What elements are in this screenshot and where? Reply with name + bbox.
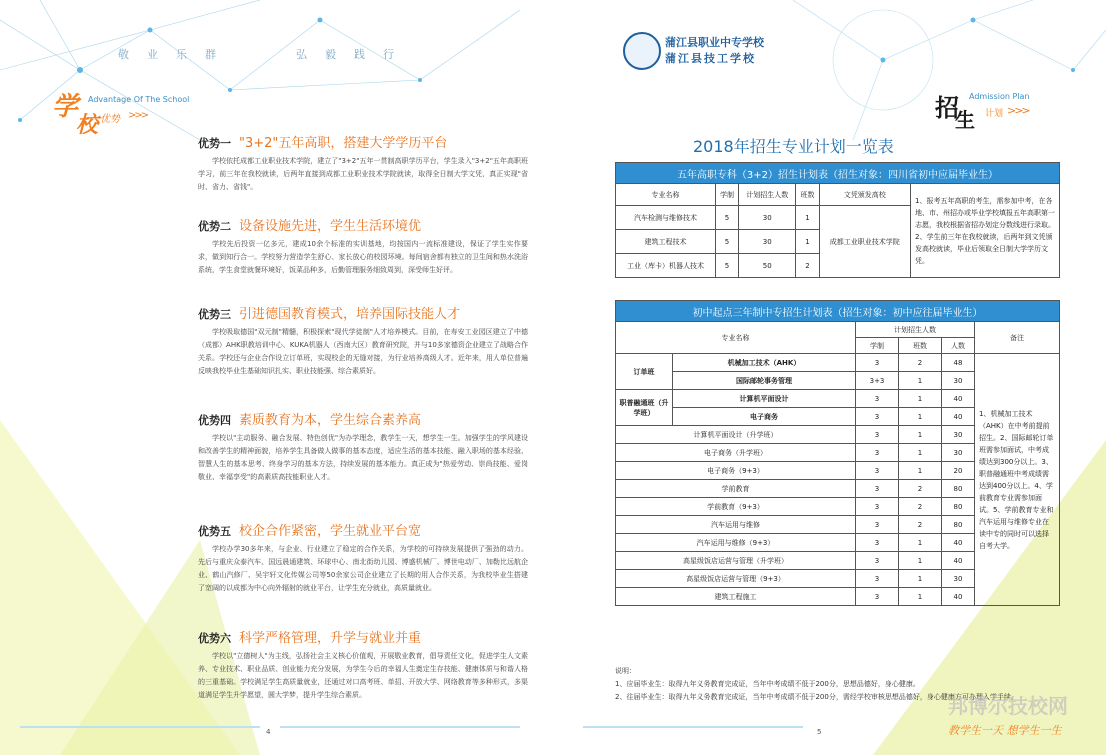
table-cell: 5 [715, 206, 738, 230]
school-logo [623, 32, 661, 70]
section-title-char-1: 招 [935, 93, 959, 122]
table-cell: 5 [715, 254, 738, 278]
section-title-char-2: 生 [955, 108, 975, 132]
table-cell: 3 [856, 354, 899, 372]
section-title-char-1: 学 [52, 92, 79, 122]
table-cell: 3 [856, 444, 899, 462]
table-cell: 3 [856, 426, 899, 444]
section-title-en: Advantage Of The School [88, 95, 190, 104]
table-cell: 80 [942, 498, 975, 516]
advantage-number: 优势六 [198, 632, 231, 645]
table-cell: 30 [739, 230, 796, 254]
table-cell: 工业（库卡）机器人技术 [616, 254, 716, 278]
table-cell: 40 [942, 588, 975, 606]
right-page [553, 0, 1106, 755]
table-cell: 学前教育 [616, 480, 856, 498]
page-number: 5 [817, 728, 822, 736]
table-cell: 1 [796, 230, 819, 254]
table-cell: 80 [942, 516, 975, 534]
table-cell: 30 [942, 444, 975, 462]
column-header: 班数 [796, 184, 819, 206]
notes-title: 说明： [615, 667, 636, 675]
table-cell: 3 [856, 390, 899, 408]
school-name: 蒲江县职业中专学校 [665, 36, 764, 49]
table-cell: 2 [899, 516, 942, 534]
college-cell: 成都工业职业技术学院 [819, 206, 910, 278]
table-cell: 48 [942, 354, 975, 372]
table-cell: 3 [856, 570, 899, 588]
column-header: 文凭颁发高校 [819, 184, 910, 206]
column-header: 学制 [856, 338, 899, 354]
advantage-block [198, 132, 528, 194]
table-cell: 汽车检测与维修技术 [616, 206, 716, 230]
table-cell: 建筑工程技术 [616, 230, 716, 254]
table-cell: 2 [899, 354, 942, 372]
column-header: 班数 [899, 338, 942, 354]
table-cell: 40 [942, 534, 975, 552]
column-header: 计划招生人数 [856, 322, 975, 338]
advantage-number: 优势二 [198, 220, 231, 233]
watermark: 邦博尔技校网 [948, 694, 1068, 718]
table-cell: 50 [739, 254, 796, 278]
table-cell: 1 [899, 408, 942, 426]
table-cell: 2 [899, 498, 942, 516]
table-cell: 3 [856, 408, 899, 426]
table-cell: 3 [856, 498, 899, 516]
table-title: 五年高职专科（3+2）招生计划表（招生对象：四川省初中应届毕业生） [616, 163, 1060, 184]
arrows-icon: >>> [1007, 104, 1029, 117]
section-subtitle: 优势 [100, 114, 120, 125]
advantage-block [198, 520, 528, 595]
note-line: 2、往届毕业生：取得九年义务教育完成证，当年中考成绩不低于200分，需经学校审核思想品德好，身心健康方可办理入学手续。 [615, 693, 1018, 701]
page-title: 2018年招生专业计划一览表 [693, 137, 894, 156]
column-header: 学制 [715, 184, 738, 206]
advantage-title: 素质教育为本，学生综合素养高 [239, 413, 422, 428]
table-cell: 80 [942, 480, 975, 498]
table-cell: 国际邮轮事务管理 [673, 372, 856, 390]
column-header: 专业名称 [616, 184, 716, 206]
arrows-icon: >>> [128, 110, 148, 121]
section-subtitle: 计划 [985, 109, 1004, 119]
table-cell: 高星级饭店运营与管理（9+3） [616, 570, 856, 588]
advantage-number: 优势四 [198, 414, 231, 427]
advantage-title: 设备设施先进，学生生活环境优 [239, 219, 422, 234]
advantage-title: 校企合作紧密，学生就业平台宽 [239, 524, 422, 539]
advantage-text: 学校吸取德国"双元制"精髓，积极探索"现代学徒制"人才培养模式。目前，在寿安工业园区建立了中德（成都）AHK职教培训中心、KUKA机器人（西南大区）教育研究院，并与10多家德资企业建立了战略合作关系。学校还与企业合作设立订单班，实现校企的无缝对接，为行业培养高级人才。近年来，用人单位普遍反映我校毕业生基础知识扎实、职业技能强、综合素质好。 [198, 328, 528, 375]
slogan-left: 敬业乐群 [118, 48, 234, 61]
table-cell: 机械加工技术（AHK） [673, 354, 856, 372]
table-cell: 1 [899, 534, 942, 552]
table-cell: 1 [899, 570, 942, 588]
advantage-block [198, 215, 528, 277]
footer-bar [20, 726, 260, 728]
table-note: 1、报考五年高职的考生，需参加中考，在各地、市、州招办或毕业学校填报五年高职第一志愿，我校根据省招办划定分数线进行录取。2、学生前三年在我校就读，后两年到文凭颁发高校就读，毕业后领取全日制大学学历文凭。 [911, 184, 1060, 278]
table-cell: 汽车运用与维修（9+3） [616, 534, 856, 552]
advantage-title: 引进德国教育模式，培养国际技能人才 [239, 307, 461, 322]
table-cell: 5 [715, 230, 738, 254]
table-cell: 30 [942, 570, 975, 588]
table-cell: 30 [739, 206, 796, 230]
advantage-number: 优势一 [198, 137, 231, 150]
table-cell: 1 [899, 372, 942, 390]
page-number: 4 [266, 728, 271, 736]
table-cell: 学前教育（9+3） [616, 498, 856, 516]
school-motto: 教学生一天 想学生一生 [948, 724, 1062, 737]
table-note: 1、机械加工技术（AHK）在中考前提前招生。2、国际邮轮订单班需参加面试，中考成绩达到300分以上。3、职普融通班中考成绩需达到400分以上。4、学前教育专业需参加面试。5、学前教育专业和汽车运用与维修专业在读中专的同时可以选择自考大学。 [975, 354, 1060, 606]
table-cell: 计算机平面设计（升学班） [616, 426, 856, 444]
table-cell: 3 [856, 588, 899, 606]
advantage-text: 学校先后投资一亿多元，建成10余个标准的实训基地，均按国内一流标准建设，保证了学生实作要求，做到知行合一。学校努力营造学生舒心、家长放心的校园环境。每间宿舍都有独立的卫生间和热水洗浴系统，学生食堂就餐环境好，饭菜品种多，后勤管理服务细致周到，深受师生好评。 [198, 240, 528, 274]
table-cell: 3 [856, 534, 899, 552]
advantage-block [198, 627, 528, 702]
table-cell: 汽车运用与维修 [616, 516, 856, 534]
table-cell: 40 [942, 552, 975, 570]
table-cell: 3 [856, 552, 899, 570]
table-cell: 1 [899, 390, 942, 408]
table-cell: 电子商务（9+3） [616, 462, 856, 480]
table-cell: 高星级饭店运营与管理（升学班） [616, 552, 856, 570]
advantage-text: 学校以"立德树人"为主线，弘扬社会主义核心价值观，开展敬业教育，倡导责任文化，促进学生人文素养、专业技术、职业品质、创业能力充分发展，为学生今后的幸福人生奠定生存技能、健康体质与和谐人格的三重基础。学校满足学生高质量就业，还通过对口高考班、单招、开放大学、网络教育等多种形式，多渠道满足学生升学愿望，圆大学梦，提升学生综合素质。 [198, 652, 528, 699]
group-label: 职普融通班（升学班） [616, 390, 673, 426]
column-header: 备注 [975, 322, 1060, 354]
section-title-en: Admission Plan [969, 92, 1030, 101]
advantage-text: 学校以"主动服务、融合发展、特色创优"为办学理念，教学生一天，想学生一生。加强学生的学风建设和改善学生的精神面貌，培养学生具备做人做事的基本态度，适应生活的基本技能、融入职场的基本经验、智慧人生的基本思考、终身学习的基本方法，持续发展的基本能力。真正成为"热爱劳动、崇尚技能、爱岗敬业、幸福享受"的高素质高技能职业人才。 [198, 434, 528, 481]
advantage-block [198, 303, 528, 378]
note-line: 1、应届毕业生：取得九年义务教育完成证，当年中考成绩不低于200分，思想品德好，身心健康。 [615, 680, 920, 688]
three-year-plan-table [615, 300, 1060, 606]
advantage-block [198, 409, 528, 484]
table-cell: 1 [899, 426, 942, 444]
footer-bar [583, 726, 803, 728]
table-cell: 计算机平面设计 [673, 390, 856, 408]
table-cell: 建筑工程施工 [616, 588, 856, 606]
table-cell: 电子商务 [673, 408, 856, 426]
advantage-number: 优势五 [198, 525, 231, 538]
table-cell: 1 [796, 206, 819, 230]
advantage-title: 科学严格管理，升学与就业并重 [239, 631, 422, 646]
table-row [616, 354, 1060, 372]
column-header: 专业名称 [616, 322, 856, 354]
advantage-title: "3+2"五年高职，搭建大学学历平台 [239, 136, 448, 151]
table-cell: 2 [796, 254, 819, 278]
table-cell: 40 [942, 390, 975, 408]
table-title: 初中起点三年制中专招生计划表（招生对象：初中应往届毕业生） [616, 301, 1060, 322]
table-cell: 3 [856, 480, 899, 498]
table-cell: 1 [899, 462, 942, 480]
table-cell: 1 [899, 552, 942, 570]
advantage-number: 优势三 [198, 308, 231, 321]
column-header: 计划招生人数 [739, 184, 796, 206]
table-cell: 电子商务（升学班） [616, 444, 856, 462]
table-cell: 30 [942, 426, 975, 444]
five-year-plan-table [615, 162, 1060, 278]
slogan-right: 弘毅践行 [296, 48, 412, 61]
table-cell: 3 [856, 516, 899, 534]
table-cell: 30 [942, 372, 975, 390]
table-cell: 3+3 [856, 372, 899, 390]
footer-bar [280, 726, 520, 728]
table-cell: 2 [899, 480, 942, 498]
group-label: 订单班 [616, 354, 673, 390]
table-cell: 3 [856, 462, 899, 480]
table-cell: 1 [899, 444, 942, 462]
table-cell: 1 [899, 588, 942, 606]
section-title-char-2: 校 [76, 112, 99, 138]
advantage-text: 学校办学30多年来，与企业、行业建立了稳定的合作关系，为学校的可持续发展提供了强劲的动力。先后与重庆众泰汽车、国远晨通建筑、环球中心、南北街幼儿园、博盛机械厂、博世电动厂、加勒比远航企业、鹤山汽修厂、吴宇轩文化传媒公司等50余家公司企业建立了长期的用人合作关系，为我校毕业生搭建了宽阔的以成都为中心向外辐射的就业平台，让学生充分就业，高质量就业。 [198, 545, 528, 592]
advantage-text: 学校依托成都工业职业技术学院，建立了"3+2"五年一贯制高职学历平台，学生录入"3+2"五年高职班学习，前三年在我校就读，后两年直接到成都工业职业技术学院就读，取得全日制大学文凭，真正实现"省时、省力、省钱"。 [198, 157, 528, 191]
column-header: 人数 [942, 338, 975, 354]
table-cell: 40 [942, 408, 975, 426]
school-name-alt: 蒲江县技工学校 [665, 52, 756, 65]
table-cell: 20 [942, 462, 975, 480]
